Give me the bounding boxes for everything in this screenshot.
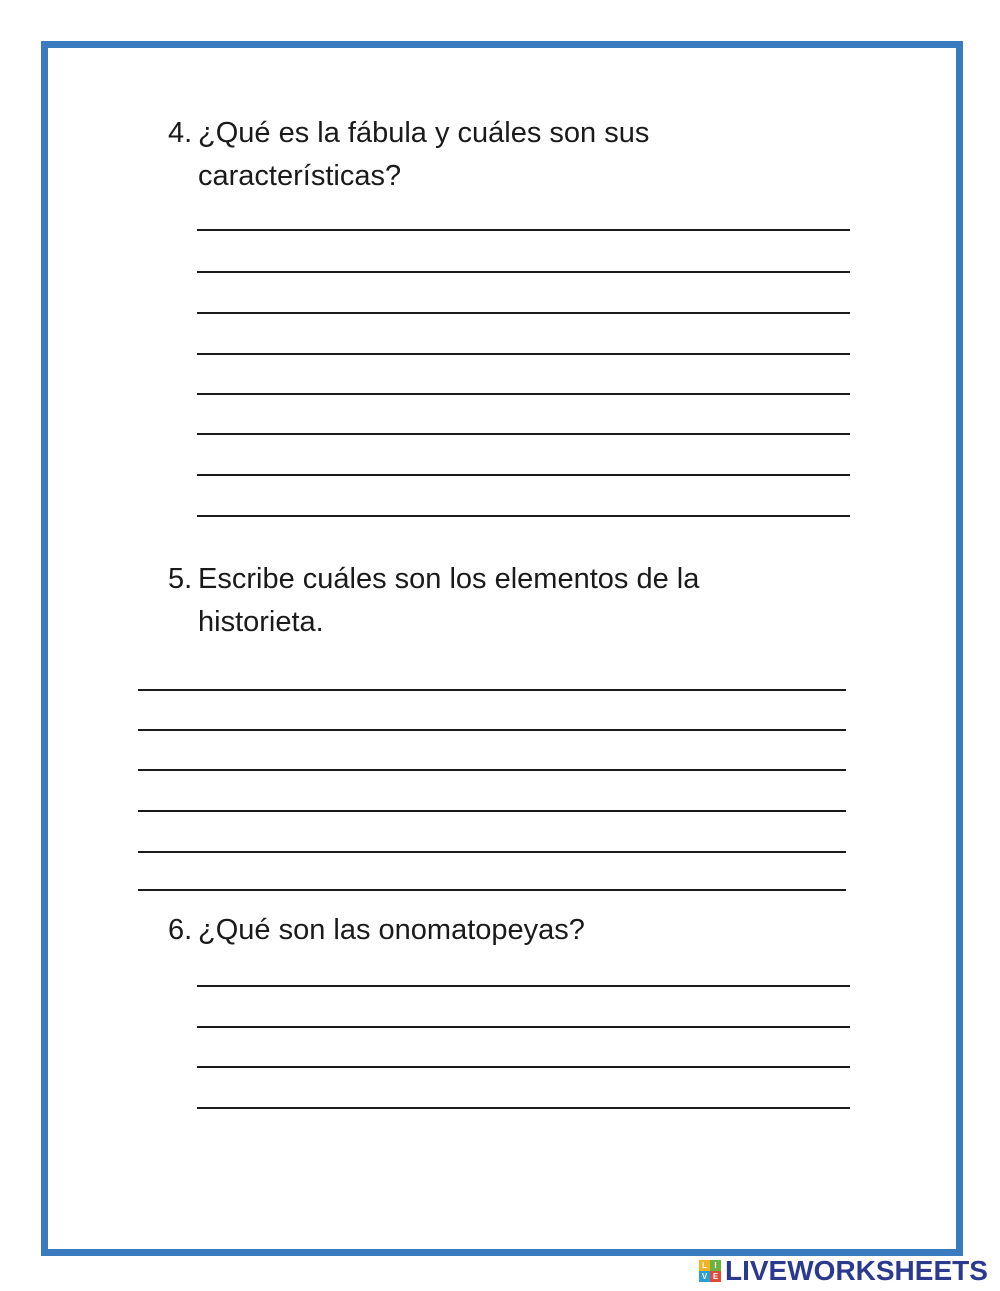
logo-letter: L: [699, 1260, 710, 1271]
answer-line[interactable]: [138, 729, 846, 731]
question-number: 5.: [168, 563, 193, 595]
answer-line[interactable]: [138, 889, 846, 891]
question-4: [168, 112, 788, 202]
liveworksheets-brand: [699, 1255, 988, 1286]
answer-line[interactable]: [197, 229, 850, 231]
answer-line[interactable]: [197, 515, 850, 517]
question-text: Escribe cuáles son los elementos de la historieta.: [198, 563, 700, 638]
logo-letter: I: [710, 1260, 721, 1271]
question-number: 4.: [168, 117, 193, 149]
answer-line[interactable]: [138, 851, 846, 853]
answer-line[interactable]: [197, 1107, 850, 1109]
question-5: [168, 558, 788, 648]
logo-letter: E: [710, 1271, 721, 1282]
answer-line[interactable]: [197, 393, 850, 395]
logo-letter: V: [699, 1271, 710, 1282]
question-text: ¿Qué es la fábula y cuáles son sus características?: [198, 117, 650, 192]
answer-line[interactable]: [197, 312, 850, 314]
answer-line[interactable]: [197, 474, 850, 476]
question-6: [168, 909, 788, 954]
answer-line[interactable]: [197, 271, 850, 273]
answer-line[interactable]: [197, 433, 850, 435]
answer-line[interactable]: [197, 1066, 850, 1068]
answer-line[interactable]: [138, 689, 846, 691]
answer-line[interactable]: [138, 810, 846, 812]
question-number: 6.: [168, 914, 193, 946]
answer-line[interactable]: [138, 769, 846, 771]
answer-line[interactable]: [197, 1026, 850, 1028]
worksheet-frame: [41, 41, 963, 1256]
liveworksheets-logo-icon: [699, 1260, 721, 1282]
answer-line[interactable]: [197, 985, 850, 987]
brand-name: LIVEWORKSHEETS: [725, 1255, 988, 1286]
answer-line[interactable]: [197, 353, 850, 355]
question-text: ¿Qué son las onomatopeyas?: [198, 914, 585, 946]
